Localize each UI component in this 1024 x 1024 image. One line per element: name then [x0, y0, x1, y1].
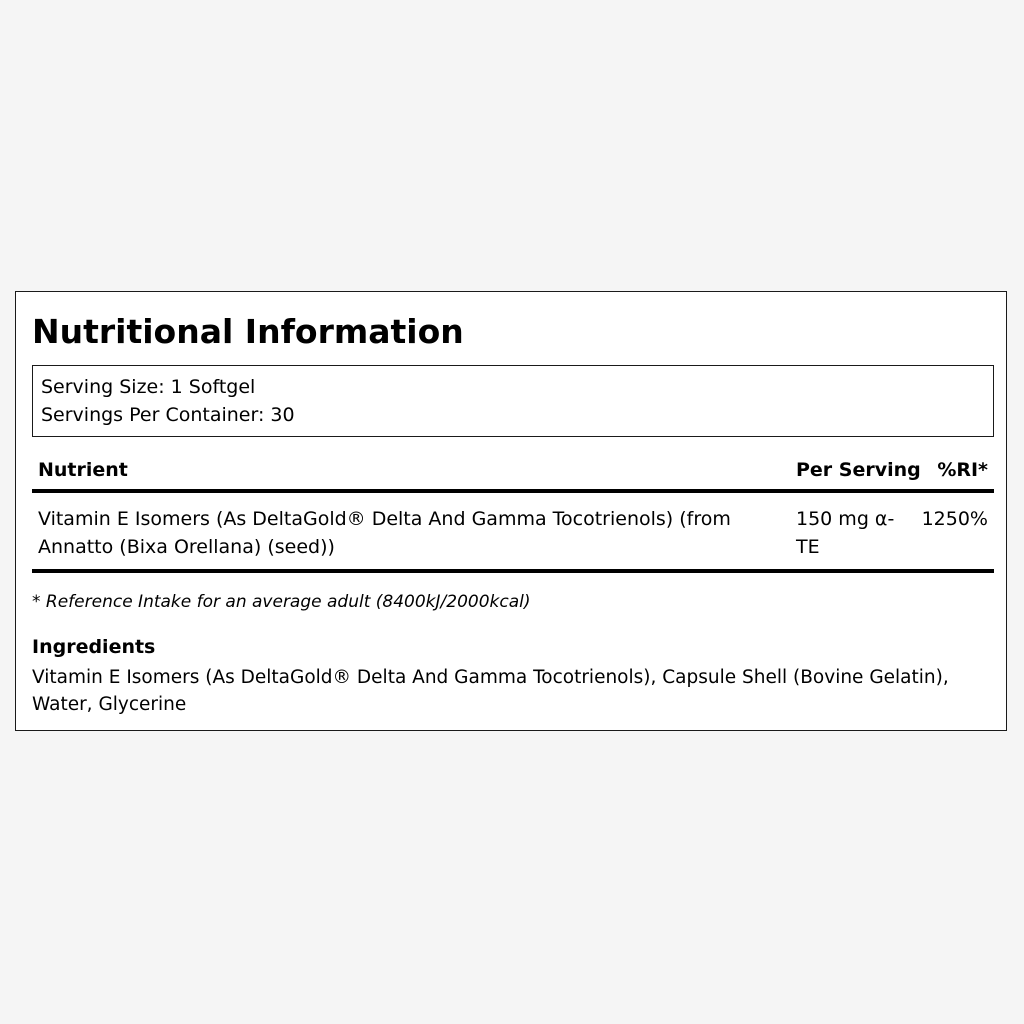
- nutrition-panel: [15, 291, 1007, 731]
- header-per-serving: Per Serving: [796, 459, 921, 481]
- per-serving-cell: 150 mg α-TE: [796, 508, 895, 558]
- header-ri: %RI*: [937, 459, 988, 481]
- nutrient-cell: Vitamin E Isomers (As DeltaGold® Delta And Gamma Tocotrienols) (from Annatto (Bixa Orellana) (seed)): [38, 508, 731, 558]
- header-nutrient: Nutrient: [38, 459, 128, 481]
- table-header-row: [32, 447, 994, 493]
- ingredients-text: Vitamin E Isomers (As DeltaGold® Delta And Gamma Tocotrienols), Capsule Shell (Bovine Gelatin), Water, Glycerine: [32, 667, 949, 715]
- table-row: [32, 493, 994, 573]
- reference-intake-footnote: * Reference Intake for an average adult (8400kJ/2000kcal): [32, 592, 531, 612]
- servings-per-container: Servings Per Container: 30: [41, 404, 295, 426]
- ri-cell: 1250%: [921, 508, 988, 530]
- serving-info-box: [32, 365, 994, 437]
- serving-size: Serving Size: 1 Softgel: [41, 376, 256, 398]
- nutrient-table: [32, 447, 994, 573]
- panel-title: Nutritional Information: [32, 312, 464, 351]
- ingredients-heading: Ingredients: [32, 636, 156, 658]
